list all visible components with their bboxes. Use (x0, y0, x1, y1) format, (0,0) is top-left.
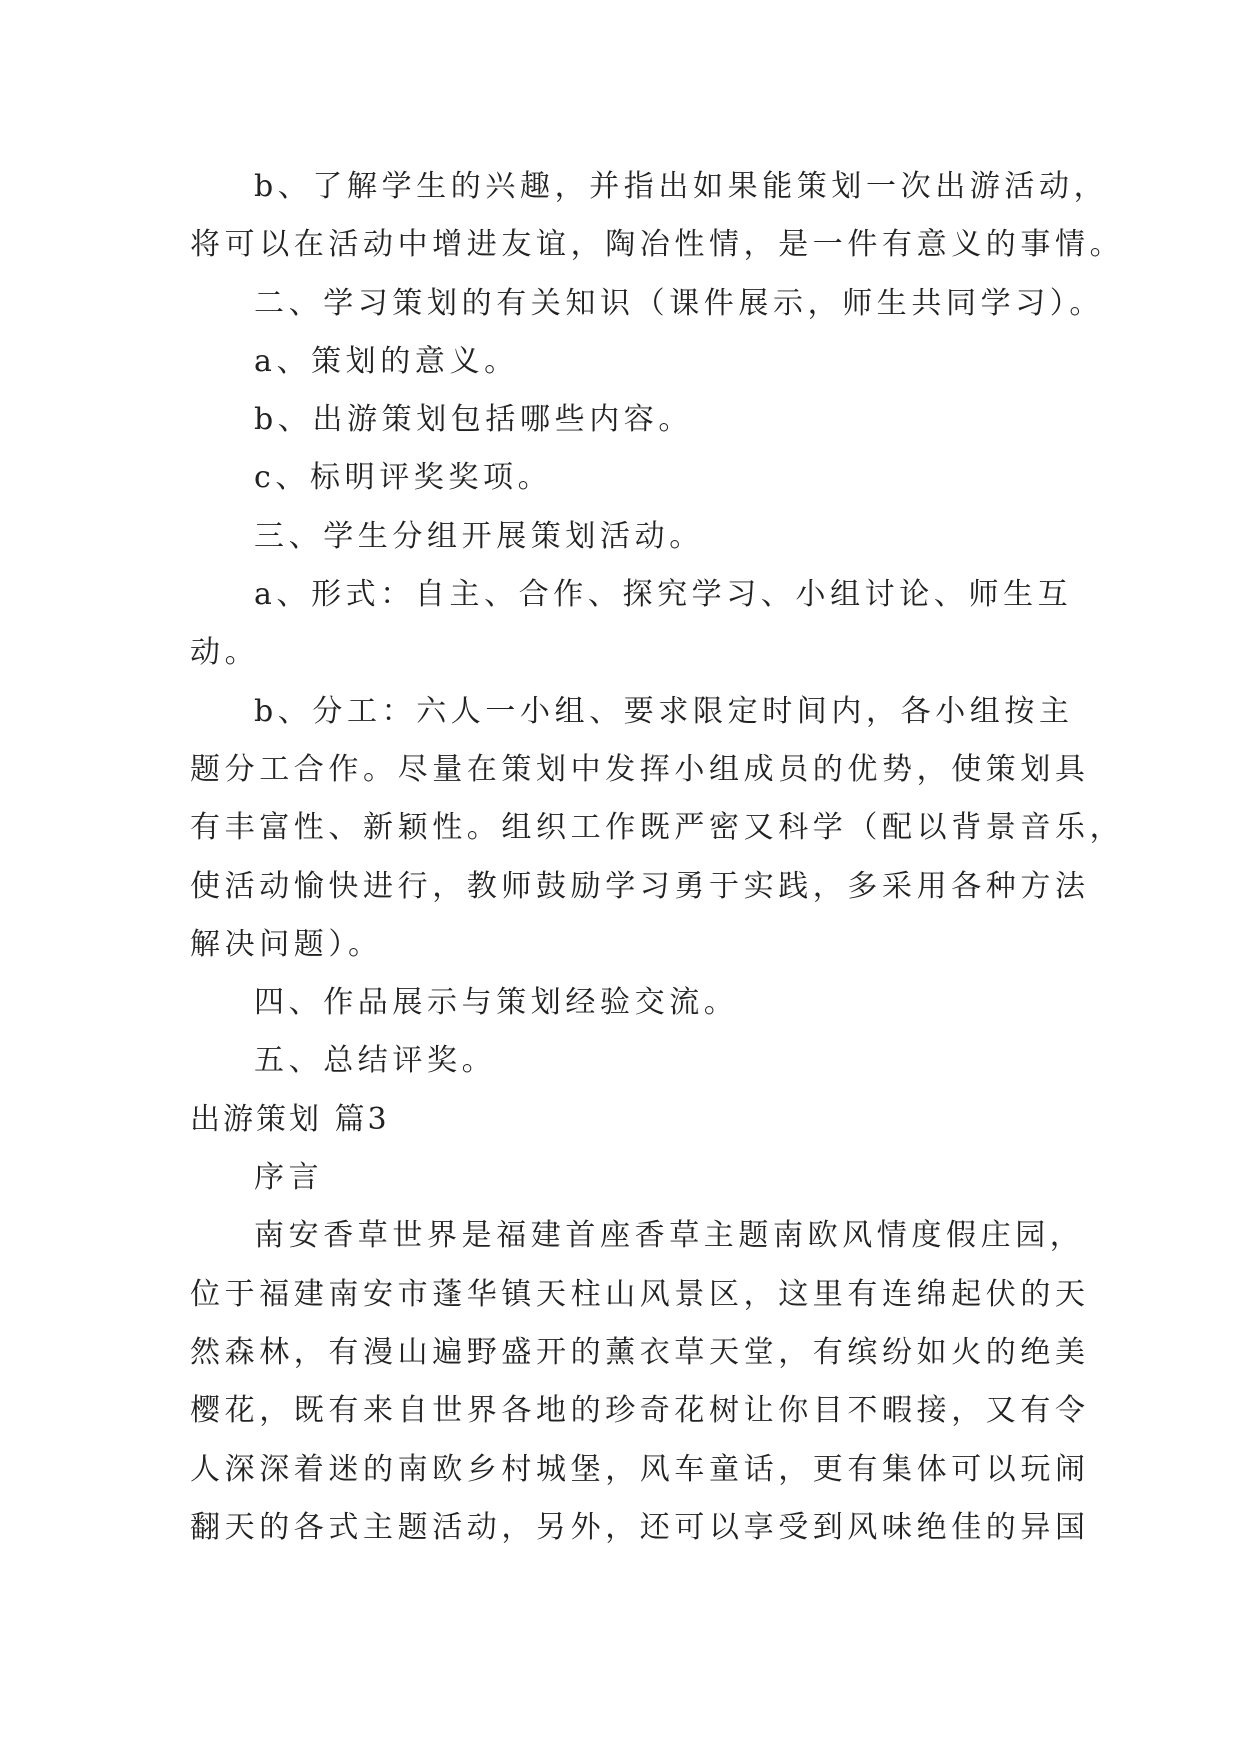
section-heading: 二、学习策划的有关知识（课件展示，师生共同学习）。 (254, 285, 1104, 321)
paragraph-line: 然森林，有漫山遍野盛开的薰衣草天堂，有缤纷如火的绝美 (190, 1334, 1090, 1370)
paragraph-line: 使活动愉快进行，教师鼓励学习勇于实践，多采用各种方法 (190, 868, 1090, 904)
section-heading: 四、作品展示与策划经验交流。 (254, 985, 739, 1021)
list-item: b、出游策划包括哪些内容。 (254, 402, 694, 438)
paragraph-line: b、了解学生的兴趣，并指出如果能策划一次出游活动， (254, 169, 1109, 204)
paragraph-line: 题分工合作。尽量在策划中发挥小组成员的优势，使策划具 (190, 751, 1090, 787)
paragraph-line: 有丰富性、新颖性。组织工作既严密又科学（配以背景音乐， (190, 810, 1125, 846)
list-item: a、形式：自主、合作、探究学习、小组讨论、师生互 (254, 577, 1073, 613)
subsection-title: 序言 (254, 1160, 324, 1196)
paragraph-line: 将可以在活动中增进友谊，陶冶性情，是一件有意义的事情。 (190, 227, 1125, 263)
section-heading: 三、学生分组开展策划活动。 (254, 518, 704, 554)
section-heading: 五、总结评奖。 (254, 1043, 497, 1079)
paragraph-line: 解决问题）。 (190, 926, 383, 962)
list-item: a、策划的意义。 (254, 343, 519, 379)
paragraph-line: 人深深着迷的南欧乡村城堡，风车童话，更有集体可以玩闹 (190, 1451, 1090, 1487)
list-item: c、标明评奖奖项。 (254, 460, 553, 496)
paragraph-line: 南安香草世界是福建首座香草主题南欧风情度假庄园， (254, 1218, 1085, 1254)
paragraph-line: 动。 (190, 635, 260, 671)
document-body (190, 158, 1125, 1557)
paragraph-line: 翻天的各式主题活动，另外，还可以享受到风味绝佳的异国 (190, 1509, 1090, 1545)
paragraph-line: 位于福建南安市蓬华镇天柱山风景区，这里有连绵起伏的天 (190, 1276, 1090, 1312)
paragraph-line: 樱花，既有来自世界各地的珍奇花树让你目不暇接，又有令 (190, 1393, 1090, 1429)
article-title: 出游策划 篇3 (190, 1101, 390, 1137)
list-item: b、分工：六人一小组、要求限定时间内，各小组按主 (254, 693, 1074, 729)
